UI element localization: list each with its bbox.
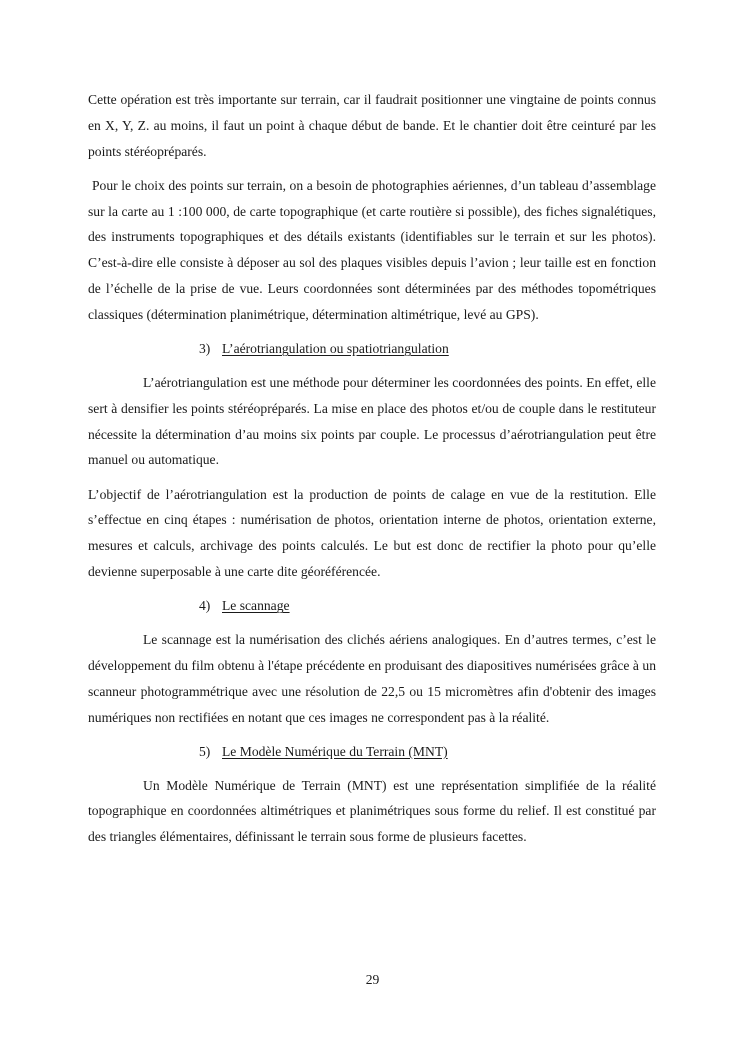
section-title: L’aérotriangulation ou spatiotriangulation (222, 341, 449, 357)
section-number: 4) (199, 598, 211, 614)
section-number: 5) (199, 743, 211, 759)
document-body (88, 87, 656, 859)
section-title: Le Modèle Numérique du Terrain (MNT) (222, 743, 448, 759)
section-heading-scannage (88, 593, 656, 619)
paragraph-choix-points: Pour le choix des points sur terrain, on a besoin de photographies aériennes, d’un tableau d’assemblage sur la carte au 1 :100 000, de carte topographique (et carte routière si possible), des fiches signalétiques, des instruments topographiques et des détails existants (identifiables sur le terrain et sur les photos). C’est-à-dire elle consiste à déposer au sol des plaques visibles depuis l’avion ; leur taille est en fonction de l’échelle de la prise de vue. Leurs coordonnées sont déterminées par des méthodes topométriques classiques (détermination planimétrique, détermination altimétrique, levé au GPS). (88, 177, 656, 322)
paragraph-aerotriangulation-definition: L’aérotriangulation est une méthode pour déterminer les coordonnées des points. En effet, elle sert à densifier les points stéréopréparés. La mise en place des photos et/ou de couple dans le restituteur nécessite la détermination d’au moins six points par couple. Le processus d’aérotriangulation peut être manuel ou automatique. (88, 374, 656, 468)
paragraph-scannage: Le scannage est la numérisation des clichés aériens analogiques. En d’autres termes, c’est le développement du film obtenu à l'étape précédente en produisant des diapositives numérisées grâce à un scanneur photogrammétrique avec une résolution de 22,5 ou 15 micromètres afin d'obtenir des images numériques non rectifiées en notant que ces images ne correspondent pas à la réalité. (88, 632, 656, 725)
page-number: 29 (365, 972, 380, 987)
section-heading-mnt (88, 739, 656, 765)
paragraph-mnt: Un Modèle Numérique de Terrain (MNT) est une représentation simplifiée de la réalité topographique en coordonnées altimétriques et planimétriques sous forme du relief. Il est constitué par des triangles élémentaires, définissant le terrain sous forme de plusieurs facettes. (88, 777, 656, 845)
section-number: 3) (199, 341, 211, 357)
section-title: Le scannage (222, 598, 290, 614)
section-heading-aerotriangulation (88, 336, 656, 362)
paragraph-aerotriangulation-objectif: L’objectif de l’aérotriangulation est la production de points de calage en vue de la restitution. Elle s’effectue en cinq étapes : numérisation de photos, orientation interne de photos, orientation externe, mesures et calculs, archivage des points calculés. Le but est donc de rectifier la photo pour qu’elle devienne superposable à une carte dite géoréférencée. (88, 486, 656, 580)
paragraph-points-connus: Cette opération est très importante sur terrain, car il faudrait positionner une vingtaine de points connus en X, Y, Z. au moins, il faut un point à chaque début de bande. Et le chantier doit être ceinturé par les points stéréopréparés. (88, 92, 656, 159)
